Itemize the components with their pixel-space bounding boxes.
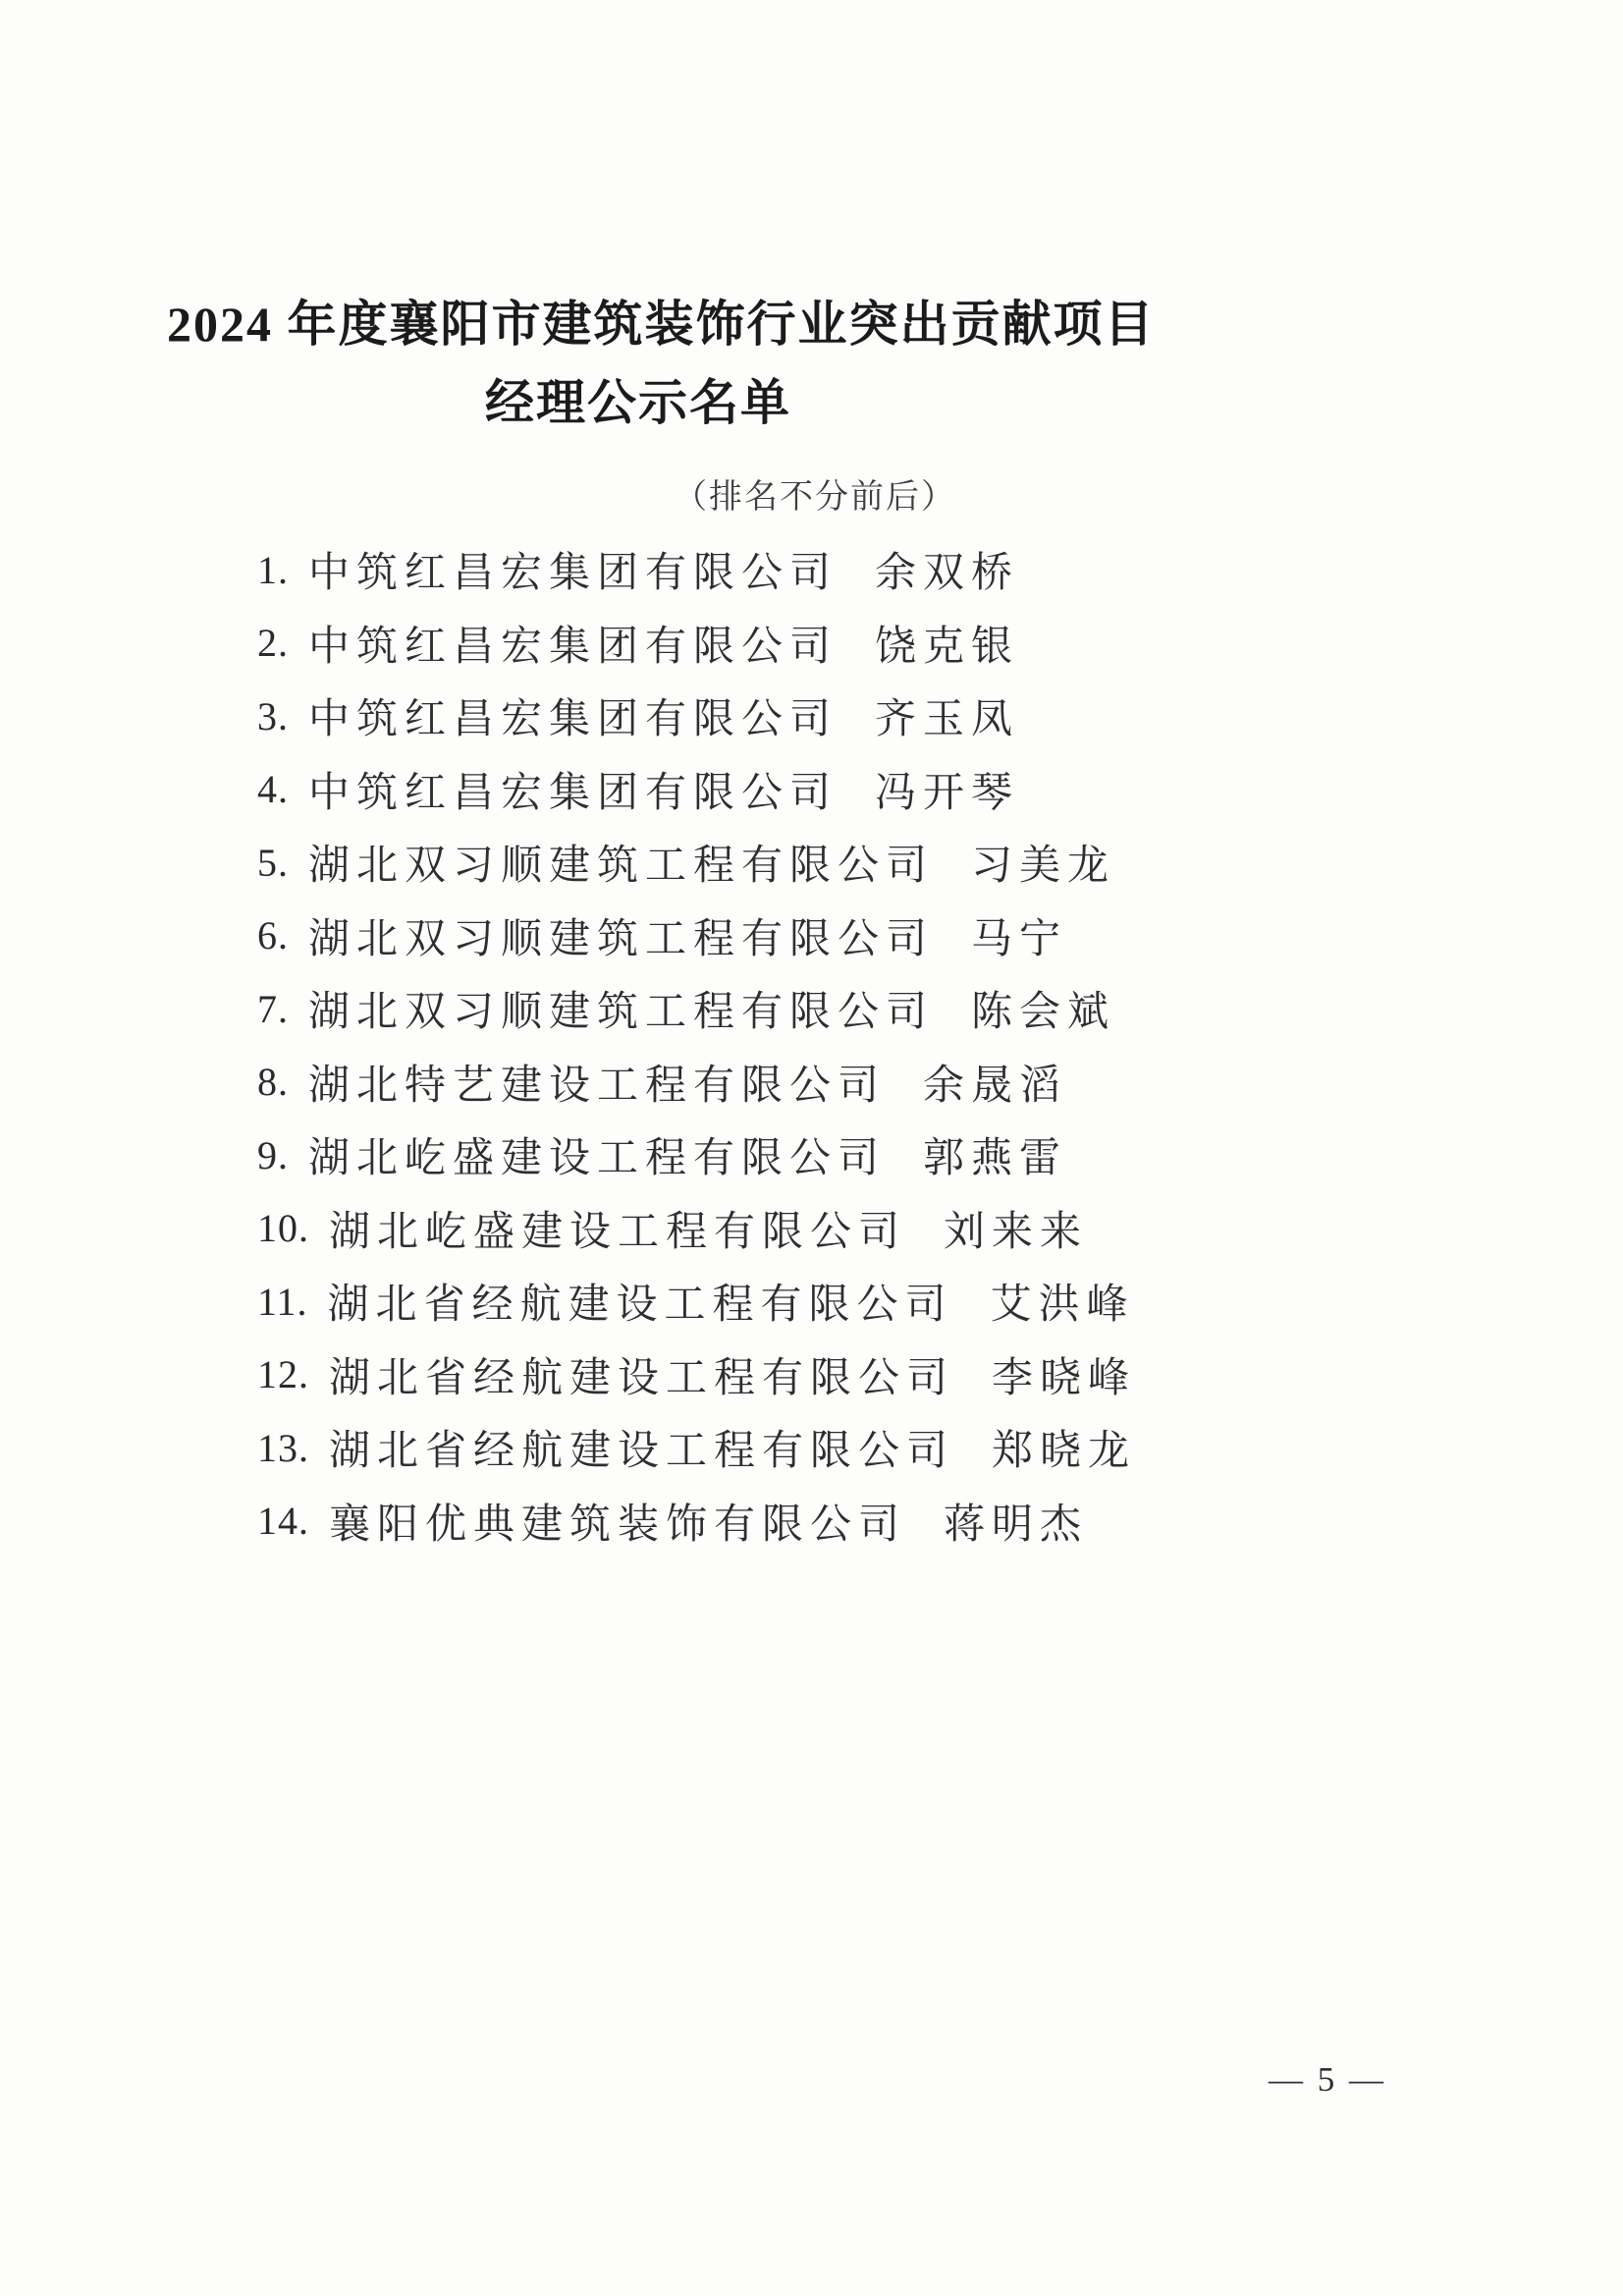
list-item	[257, 1192, 1136, 1266]
manager-name: 余晟滔	[923, 1063, 1068, 1109]
manager-name: 陈会斌	[971, 990, 1116, 1036]
company-name: 中筑红昌宏集团有限公司	[308, 770, 839, 816]
item-number: 5.	[257, 840, 289, 885]
item-number: 11.	[257, 1279, 308, 1324]
manager-name: 李晓峰	[992, 1355, 1137, 1401]
manager-name: 冯开琴	[875, 770, 1020, 816]
item-number: 4.	[257, 767, 289, 812]
company-name: 中筑红昌宏集团有限公司	[308, 697, 839, 743]
item-number: 14.	[257, 1499, 309, 1544]
manager-name: 郭燕雷	[923, 1136, 1068, 1182]
item-number: 7.	[257, 986, 289, 1031]
manager-name: 郑晓龙	[992, 1429, 1137, 1475]
title-line-2: 经理公示名单	[485, 375, 791, 430]
item-number: 3.	[257, 693, 289, 738]
manager-name: 余双桥	[875, 551, 1020, 597]
manager-name: 饶克银	[875, 624, 1020, 670]
item-number: 8.	[257, 1060, 289, 1105]
list-item	[257, 972, 1136, 1046]
company-name: 中筑红昌宏集团有限公司	[308, 624, 839, 670]
company-name: 襄阳优典建筑装饰有限公司	[329, 1502, 907, 1548]
manager-name: 齐玉凤	[875, 697, 1020, 743]
item-number: 13.	[257, 1425, 309, 1470]
page-number: — 5 —	[1269, 2060, 1386, 2099]
title-line-1: 2024 年度襄阳市建筑装饰行业突出贡献项目	[167, 297, 1156, 352]
item-number: 6.	[257, 913, 289, 958]
list-item	[257, 607, 1136, 681]
list-item	[257, 1265, 1136, 1339]
manager-list	[257, 533, 1136, 1558]
ranking-note: （排名不分前后）	[674, 479, 956, 516]
manager-name: 习美龙	[971, 844, 1116, 890]
document-title	[167, 285, 1156, 442]
company-name: 湖北特艺建设工程有限公司	[308, 1063, 887, 1109]
company-name: 湖北省经航建设工程有限公司	[327, 1283, 953, 1329]
company-name: 中筑红昌宏集团有限公司	[308, 551, 839, 597]
item-number: 12.	[257, 1352, 309, 1397]
company-name: 湖北屹盛建设工程有限公司	[308, 1136, 887, 1182]
manager-name: 马宁	[971, 916, 1068, 962]
item-number: 1.	[257, 547, 289, 592]
manager-name: 刘来来	[944, 1209, 1089, 1255]
item-number: 2.	[257, 621, 289, 666]
manager-name: 艾洪峰	[990, 1283, 1135, 1329]
list-item	[257, 1485, 1136, 1558]
list-item	[257, 753, 1136, 827]
item-number: 10.	[257, 1206, 309, 1251]
manager-name: 蒋明杰	[944, 1502, 1089, 1548]
company-name: 湖北双习顺建筑工程有限公司	[308, 916, 935, 962]
company-name: 湖北省经航建设工程有限公司	[329, 1429, 955, 1475]
list-item	[257, 1339, 1136, 1412]
company-name: 湖北双习顺建筑工程有限公司	[308, 844, 935, 890]
list-item	[257, 1119, 1136, 1192]
list-item	[257, 826, 1136, 900]
list-item	[257, 533, 1136, 607]
company-name: 湖北双习顺建筑工程有限公司	[308, 990, 935, 1036]
company-name: 湖北屹盛建设工程有限公司	[329, 1209, 907, 1255]
list-item	[257, 1046, 1136, 1120]
item-number: 9.	[257, 1132, 289, 1177]
company-name: 湖北省经航建设工程有限公司	[329, 1355, 955, 1401]
list-item	[257, 680, 1136, 753]
list-item	[257, 1411, 1136, 1485]
list-item	[257, 900, 1136, 973]
